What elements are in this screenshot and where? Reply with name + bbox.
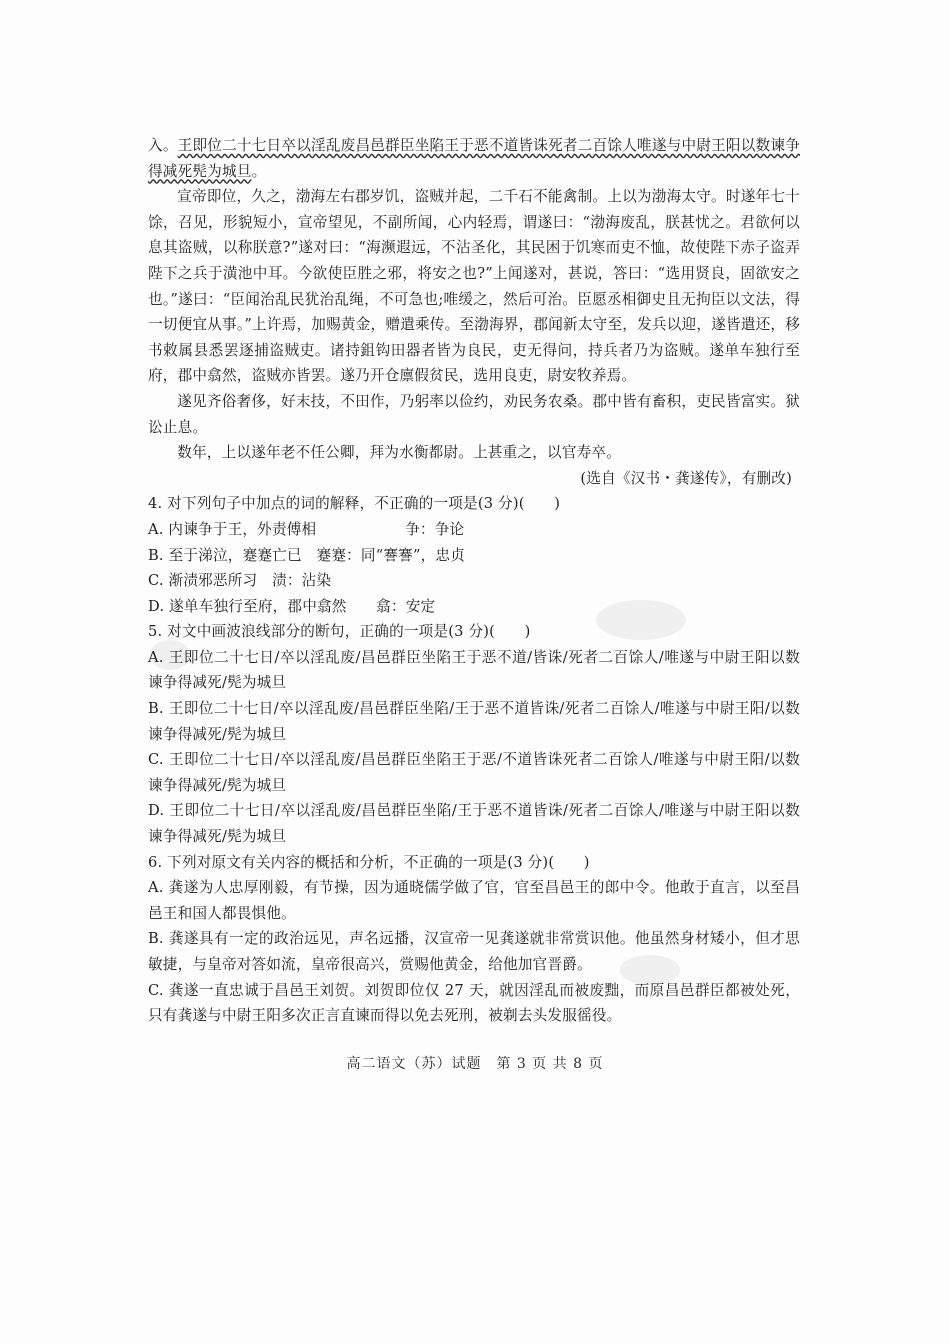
passage-paragraph-1: 宣帝即位，久之，渤海左右郡岁饥，盗贼并起，二千石不能禽制。上以为渤海太守。时遂年七十馀，召见，形貌短小，宣帝望见，不副所闻，心内轻焉，谓遂曰：“渤海废乱，朕甚忧之。君欲何以息其盗贼，以称朕意?”遂对曰：“海濒遐远，不沾圣化，其民困于饥寒而吏不恤，故使陛下赤子盗弄陛下之兵于潢池中耳。今欲使臣胜之邪，将安之也?”上闻遂对，甚说，答曰：“选用贤良，固欲安之也。”遂曰：“臣闻治乱民犹治乱绳，不可急也;唯缓之，然后可治。臣愿丞相御史且无拘臣以文法，得一切便宜从事。”上许焉，加赐黄金，赠遣乘传。至渤海界，郡闻新太守至，发兵以迎，遂皆遣还，移书敕属县悉罢逐捕盗贼吏。诸持鉏钩田器者皆为良民，吏无得问，持兵者乃为盗贼。遂单车独行至府，郡中翕然，盗贼亦皆罢。遂乃开仓廪假贫民，选用良吏，尉安牧养焉。 [148, 188, 800, 385]
intro-prefix: 入。 [148, 137, 178, 154]
option-d: D. 遂单车独行至府，郡中翕然 翕：安定 [148, 597, 436, 615]
option-b: B. 龚遂具有一定的政治远见，声名远播，汉宣帝一见龚遂就非常赏识他。他虽然身材矮小，但才思敏捷，与皇帝对答如流，皇帝很高兴，赏赐他黄金，给他加官晋爵。 [148, 930, 800, 973]
passage-source: (选自《汉书・龚遂传》，有删改) [580, 469, 792, 487]
intro-suffix: 。 [251, 162, 267, 180]
option-a: A. 王即位二十七日/卒以淫乱废/昌邑群臣坐陷王于恶不道/皆诛/死者二百馀人/唯遂与中尉王阳以数谏争得减死/髡为城旦 [148, 648, 800, 692]
passage-intro [148, 133, 800, 184]
option-b: B. 至于涕泣，蹇蹇亡已 蹇蹇：同“謇謇”，忠贞 [148, 546, 466, 564]
question-6 [148, 850, 800, 1029]
option-c: C. 王即位二十七日/卒以淫乱废/昌邑群臣坐陷王于恶/不道皆诛死者二百馀人/唯遂与中尉王阳/以数谏争得减死/髡为城旦 [148, 751, 800, 794]
option-a: A. 内谏争于王，外责傅相 争：争论 [148, 520, 465, 538]
question-5 [148, 619, 800, 849]
passage-paragraph-3: 数年，上以遂年老不任公卿，拜为水衡都尉。上甚重之，以官寿卒。 [177, 444, 622, 462]
option-b: B. 王即位二十七日/卒以淫乱废/昌邑群臣坐陷/王于恶不道皆诛/死者二百馀人/唯遂与中尉王阳/以数谏争得减死/髡为城旦 [148, 700, 800, 743]
wavy-underlined-sentence: 王即位二十七日卒以淫乱废昌邑群臣坐陷王于恶不道皆诛死者二百馀人唯遂与中尉王阳以数谏争得减死髡为城旦 [148, 137, 800, 180]
question-4 [148, 491, 800, 619]
option-c: C. 渐渍邪恶所习 渍：沾染 [148, 572, 332, 590]
option-a: A. 龚遂为人忠厚刚毅，有节操，因为通晓儒学做了官，官至昌邑王的郎中令。他敢于直言，以至昌邑王和国人都畏惧他。 [148, 879, 800, 922]
passage-paragraph-2: 遂见齐俗奢侈，好末技，不田作，乃躬率以俭约，劝民务农桑。郡中皆有畜积，吏民皆富实。狱讼止息。 [148, 392, 800, 436]
option-d: D. 王即位二十七日/卒以淫乱废/昌邑群臣坐陷/王于恶不道皆诛/死者二百馀人/唯遂与中尉王阳以数谏争得减死/髡为城旦 [148, 802, 800, 846]
page-footer: 高二语文（苏）试题 第 3 页 共 8 页 [346, 1056, 604, 1072]
question-stem: 5. 对文中画波浪线部分的断句，正确的一项是(3 分)( ) [148, 623, 531, 641]
exam-content [148, 133, 800, 1029]
question-stem: 6. 下列对原文有关内容的概括和分析，不正确的一项是(3 分)( ) [148, 853, 590, 871]
question-stem: 4. 对下列句子中加点的词的解释，不正确的一项是(3 分)( ) [148, 495, 561, 513]
option-c: C. 龚遂一直忠诚于昌邑王刘贺。刘贺即位仅 27 天，就因淫乱而被废黜，而原昌邑群臣都被处死，只有龚遂与中尉王阳多次正言直谏而得以免去死刑，被剃去头发服徭役。 [148, 981, 800, 1025]
